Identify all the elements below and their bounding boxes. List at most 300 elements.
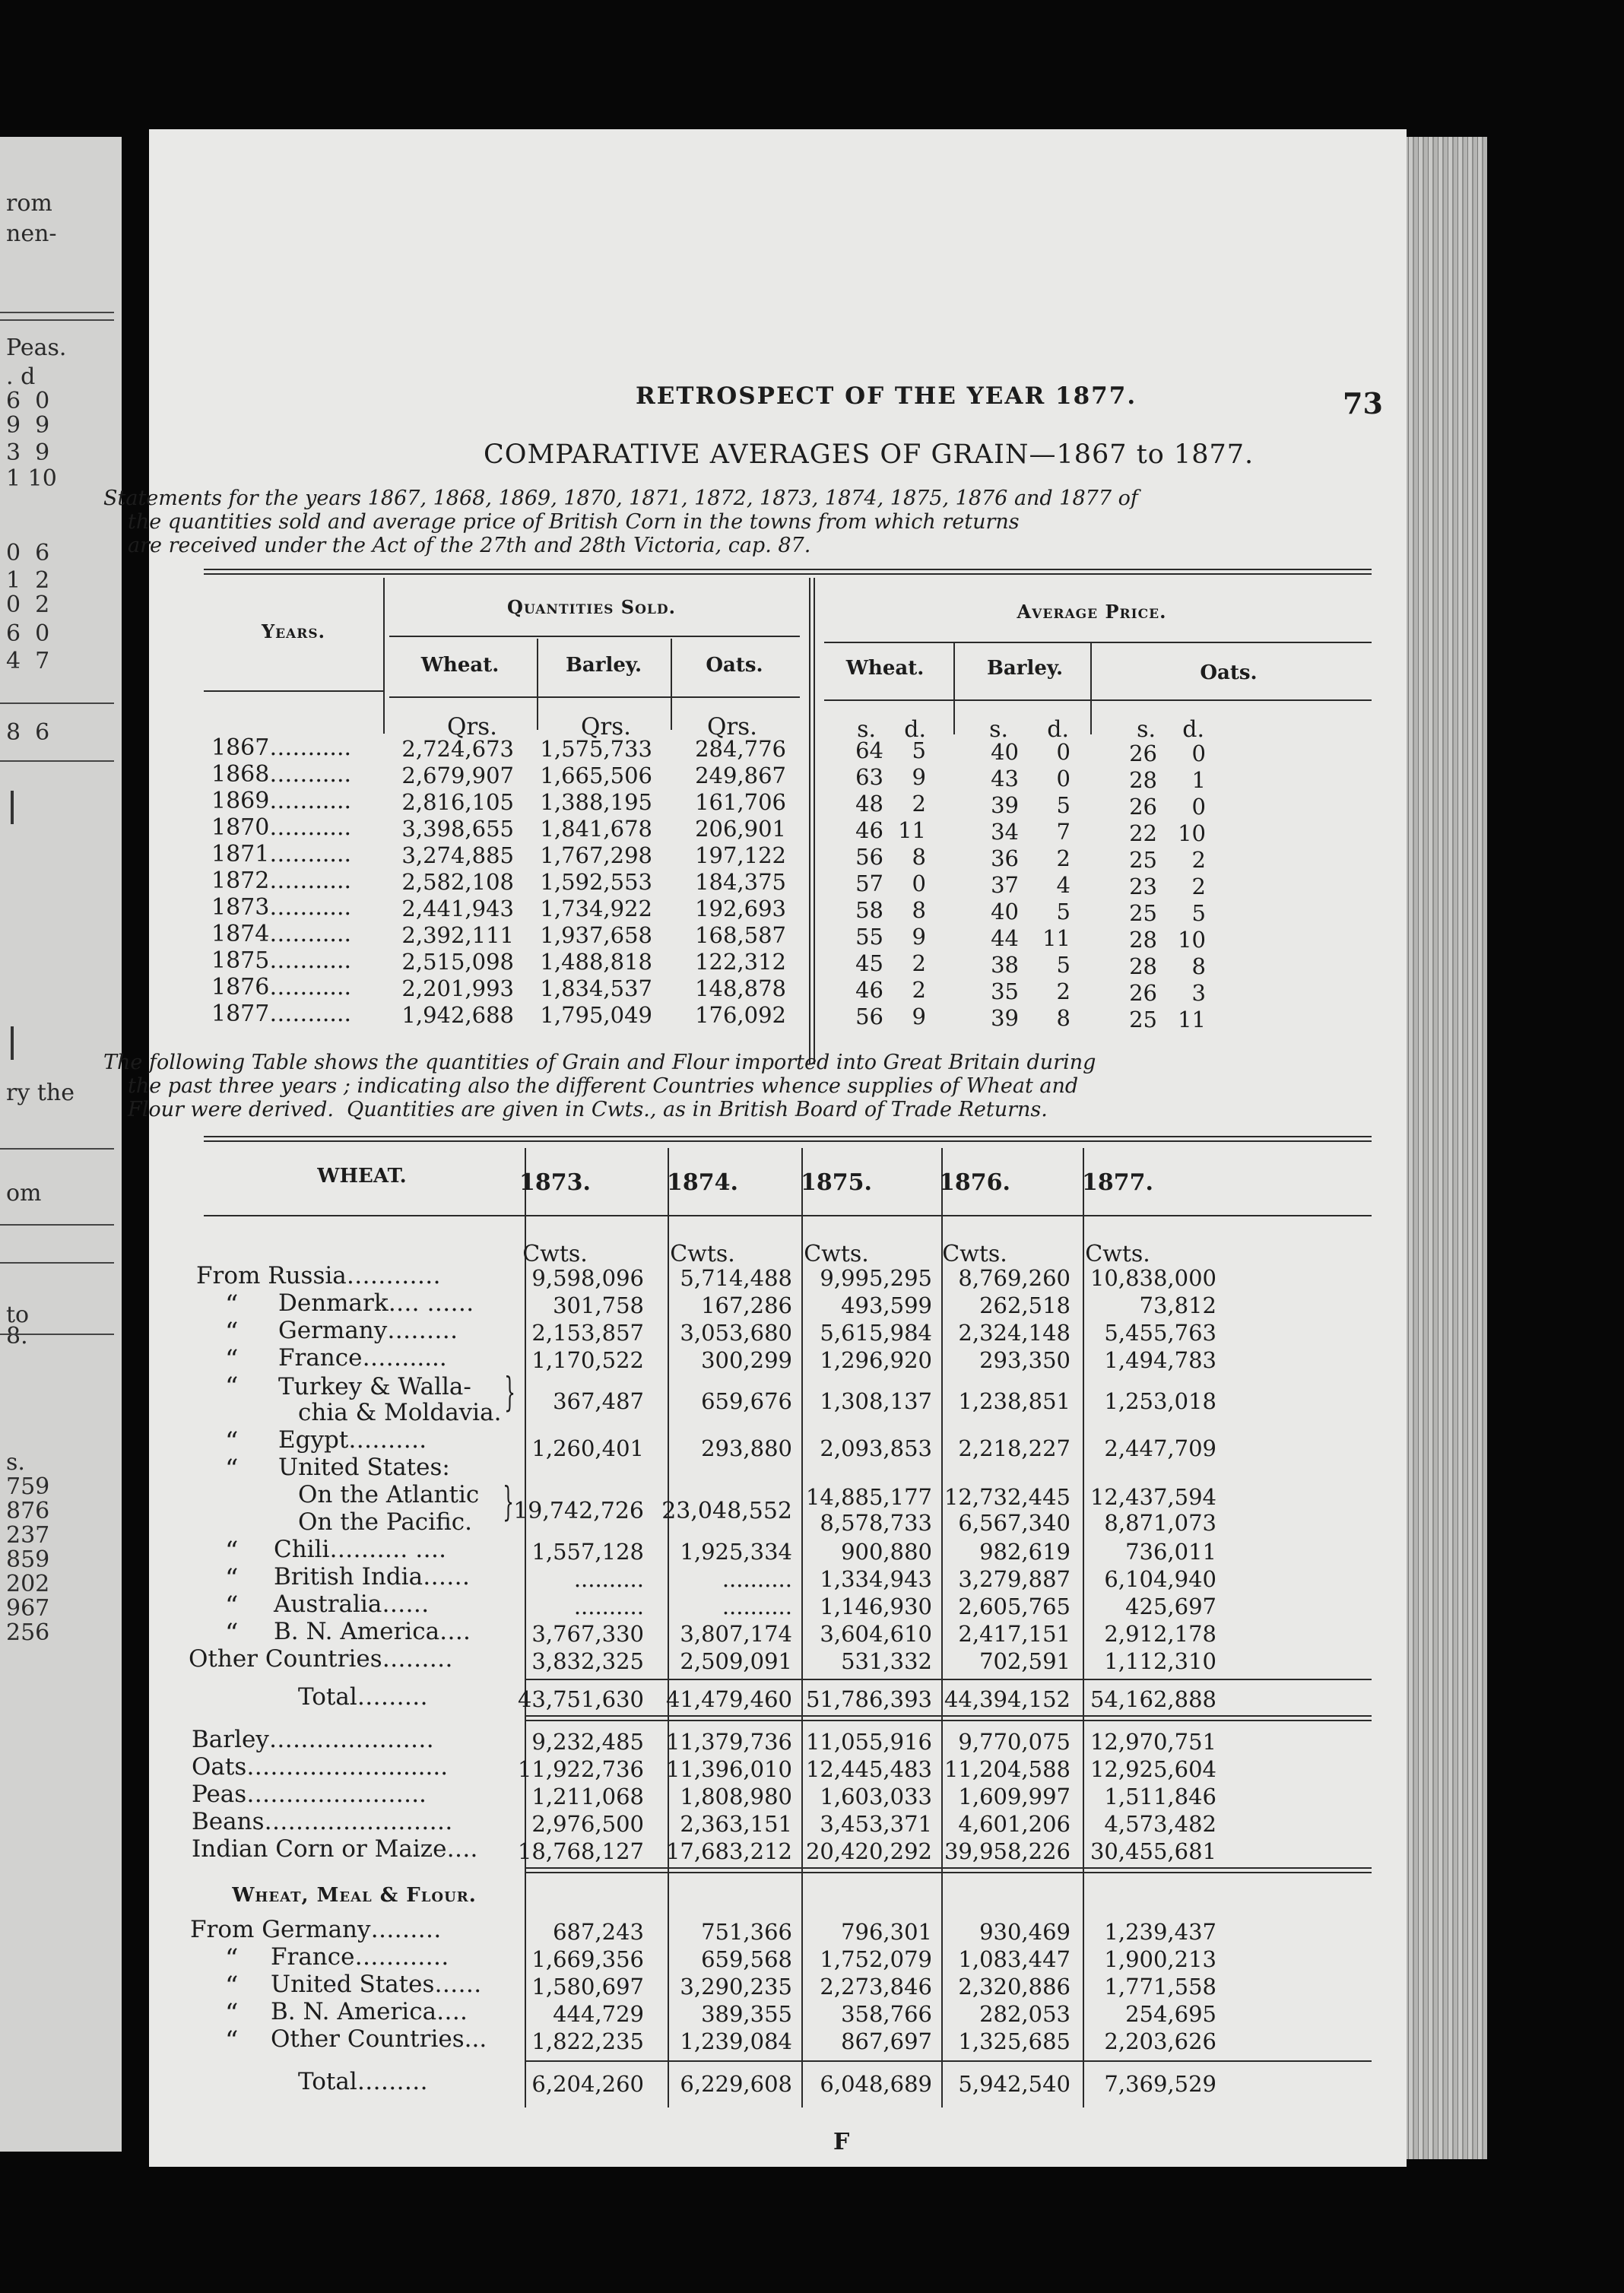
oats-qty: 284,776 bbox=[695, 736, 786, 762]
oats-qty: 176,092 bbox=[695, 1002, 786, 1028]
column-header: Oats. bbox=[1200, 661, 1258, 684]
rule bbox=[525, 1872, 1372, 1873]
unit-qrs: Qrs. bbox=[447, 713, 497, 741]
year-label: 1875……..... bbox=[211, 947, 352, 974]
wheat-d: 2 bbox=[912, 791, 926, 817]
total-label: Total……… bbox=[298, 2068, 428, 2095]
value-cell: 12,437,594 bbox=[1090, 1484, 1216, 1510]
row-label: Other Countries……… bbox=[189, 1645, 453, 1673]
value-cell: 2,417,151 bbox=[958, 1621, 1071, 1647]
value-cell: 796,301 bbox=[841, 1919, 932, 1945]
rule bbox=[204, 573, 1372, 575]
column-header: Wheat. bbox=[845, 657, 925, 680]
oats-s: 26 bbox=[1129, 741, 1157, 766]
wheat-d: 9 bbox=[912, 924, 926, 950]
row-label: British India…… bbox=[274, 1563, 471, 1591]
value-cell: 300,299 bbox=[701, 1347, 792, 1373]
left-page-text: s. bbox=[6, 1449, 25, 1476]
oats-qty: 161,706 bbox=[695, 789, 786, 815]
value-cell: 1,239,084 bbox=[680, 2028, 792, 2054]
value-cell: 2,093,853 bbox=[820, 1435, 932, 1461]
barley-d: 5 bbox=[1056, 899, 1071, 924]
value-cell: 6,204,260 bbox=[531, 2071, 644, 2097]
value-cell: 11,922,736 bbox=[517, 1756, 644, 1782]
row-label: From Germany……… bbox=[190, 1916, 442, 1943]
value-cell: 9,598,096 bbox=[531, 1265, 644, 1291]
wheat-qty: 2,816,105 bbox=[401, 789, 514, 815]
oats-qty: 122,312 bbox=[695, 949, 786, 975]
ditto-mark: “ bbox=[225, 1426, 239, 1457]
row-label: B. N. America…. bbox=[271, 1998, 468, 2025]
oats-d: 8 bbox=[1191, 953, 1206, 979]
barley-s: 40 bbox=[991, 899, 1019, 924]
wheat-header: WHEAT. bbox=[317, 1165, 407, 1188]
rule bbox=[814, 578, 815, 1064]
row-label: France……..... bbox=[278, 1344, 447, 1372]
ditto-mark: “ bbox=[225, 1998, 239, 2028]
wheat-d: 8 bbox=[912, 844, 926, 870]
row-label: United States: bbox=[278, 1454, 450, 1481]
ditto-mark: “ bbox=[225, 1372, 239, 1402]
barley-s: 38 bbox=[991, 952, 1019, 978]
year-header: 1876. bbox=[939, 1169, 1010, 1196]
unit-qrs: Qrs. bbox=[581, 713, 631, 741]
year-label: 1868……..... bbox=[211, 761, 352, 788]
value-cell: 5,714,488 bbox=[680, 1265, 792, 1291]
rule bbox=[1090, 643, 1092, 734]
ditto-mark: “ bbox=[225, 1971, 239, 2001]
value-cell: 1,603,033 bbox=[820, 1784, 932, 1809]
value-cell: 1,238,851 bbox=[958, 1388, 1071, 1414]
wheat-s: 48 bbox=[855, 791, 883, 817]
running-head: RETROSPECT OF THE YEAR 1877. bbox=[636, 382, 1137, 410]
value-cell: 1,669,356 bbox=[531, 1946, 644, 1972]
column-header: Barley. bbox=[986, 657, 1064, 680]
book-page bbox=[103, 129, 1407, 2167]
rule bbox=[0, 1334, 114, 1335]
value-cell: 4,601,206 bbox=[958, 1811, 1071, 1837]
value-cell: 1,112,310 bbox=[1104, 1648, 1216, 1674]
oats-s: 23 bbox=[1129, 874, 1157, 899]
quantities-sold-header: Quantities Sold. bbox=[507, 596, 676, 618]
value-cell: 6,048,689 bbox=[820, 2071, 932, 2097]
value-cell: 2,218,227 bbox=[958, 1435, 1071, 1461]
value-cell: 12,445,483 bbox=[805, 1756, 932, 1782]
value-cell: 425,697 bbox=[1125, 1594, 1216, 1619]
left-page-text: 1 10 bbox=[6, 465, 57, 492]
wheat-d: 0 bbox=[912, 871, 926, 896]
value-cell: 2,203,626 bbox=[1104, 2028, 1216, 2054]
oats-d: 10 bbox=[1178, 927, 1206, 953]
rule bbox=[941, 1148, 943, 2107]
value-cell: 1,822,235 bbox=[531, 2028, 644, 2054]
barley-s: 39 bbox=[991, 1005, 1019, 1031]
barley-qty: 1,388,195 bbox=[540, 789, 652, 815]
value-cell: 293,880 bbox=[701, 1435, 792, 1461]
value-cell: 2,509,091 bbox=[680, 1648, 792, 1674]
barley-s: 35 bbox=[991, 978, 1019, 1004]
value-cell: 8,871,073 bbox=[1104, 1510, 1216, 1536]
wheat-s: 45 bbox=[855, 950, 883, 976]
rule bbox=[383, 578, 385, 734]
left-page-text: 967 bbox=[6, 1595, 50, 1622]
left-page-text: 859 bbox=[6, 1546, 50, 1573]
total-label: Total……… bbox=[298, 1683, 428, 1711]
value-cell: 2,363,151 bbox=[680, 1811, 792, 1837]
rule bbox=[809, 578, 810, 1064]
value-cell: 3,832,325 bbox=[531, 1648, 644, 1674]
barley-d: 8 bbox=[1056, 1005, 1071, 1031]
rule bbox=[389, 636, 800, 637]
barley-d: 11 bbox=[1042, 925, 1071, 951]
ditto-mark: “ bbox=[225, 1536, 239, 1566]
left-page-text: . d bbox=[6, 363, 36, 390]
left-page-text: nen- bbox=[6, 220, 57, 247]
oats-s: 26 bbox=[1129, 980, 1157, 1006]
value-cell: 367,487 bbox=[553, 1388, 644, 1414]
rule bbox=[0, 760, 114, 762]
barley-s: 40 bbox=[991, 739, 1019, 765]
wheat-d: 5 bbox=[912, 737, 926, 763]
year-label: 1877……..... bbox=[211, 1001, 352, 1027]
unit-s: s. bbox=[857, 716, 876, 743]
wheat-s: 46 bbox=[855, 817, 883, 843]
rule bbox=[204, 1136, 1372, 1137]
value-cell: 167,286 bbox=[701, 1292, 792, 1318]
value-cell: 5,615,984 bbox=[820, 1320, 932, 1346]
value-cell: 358,766 bbox=[841, 2001, 932, 2027]
value-cell: 900,880 bbox=[841, 1539, 932, 1565]
value-cell: 1,771,558 bbox=[1104, 1974, 1216, 2000]
value-cell: 2,976,500 bbox=[531, 1811, 644, 1837]
rule bbox=[204, 1215, 1372, 1216]
unit-cwts: Cwts. bbox=[522, 1241, 588, 1267]
left-page-text: 876 bbox=[6, 1498, 50, 1524]
value-cell: 11,396,010 bbox=[665, 1756, 792, 1782]
row-label: Oats………………........ bbox=[192, 1753, 449, 1781]
value-cell: 1,557,128 bbox=[531, 1539, 644, 1565]
rule bbox=[668, 1148, 669, 2107]
brace-mark: } bbox=[503, 1480, 514, 1525]
value-cell: 3,279,887 bbox=[958, 1566, 1071, 1592]
year-label: 1876……..... bbox=[211, 974, 352, 1001]
oats-d: 0 bbox=[1191, 794, 1206, 820]
value-cell: 3,453,371 bbox=[820, 1811, 932, 1837]
rule bbox=[0, 1224, 114, 1226]
barley-s: 37 bbox=[991, 872, 1019, 898]
row-label: Egypt………. bbox=[278, 1426, 427, 1454]
value-cell: 11,055,916 bbox=[805, 1729, 932, 1755]
rule bbox=[0, 319, 114, 321]
value-cell: 262,518 bbox=[979, 1292, 1071, 1318]
oats-s: 28 bbox=[1129, 953, 1157, 979]
value-cell: 3,053,680 bbox=[680, 1320, 792, 1346]
value-cell: 6,104,940 bbox=[1104, 1566, 1216, 1592]
unit-d: d. bbox=[904, 716, 926, 743]
barley-s: 39 bbox=[991, 792, 1019, 818]
rule bbox=[953, 643, 955, 734]
row-label: B. N. America…. bbox=[274, 1618, 471, 1645]
value-cell: 687,243 bbox=[553, 1919, 644, 1945]
row-label: France………… bbox=[271, 1943, 449, 1971]
wheat-s: 58 bbox=[855, 897, 883, 923]
wheat-qty: 2,724,673 bbox=[401, 736, 514, 762]
wheat-s: 46 bbox=[855, 977, 883, 1003]
value-cell: 1,334,943 bbox=[820, 1566, 932, 1592]
value-cell: 3,807,174 bbox=[680, 1621, 792, 1647]
row-label: From Russia………… bbox=[196, 1262, 441, 1289]
wheat-s: 56 bbox=[855, 1004, 883, 1029]
value-cell: 20,420,292 bbox=[805, 1838, 932, 1864]
year-label: 1870……..... bbox=[211, 814, 352, 841]
row-label: Denmark…. …… bbox=[278, 1289, 474, 1317]
rule bbox=[525, 2060, 1372, 2062]
ditto-mark: “ bbox=[225, 1943, 239, 1974]
value-cell: 1,925,334 bbox=[680, 1539, 792, 1565]
value-cell: 54,162,888 bbox=[1090, 1686, 1216, 1712]
year-label: 1872……..... bbox=[211, 867, 352, 894]
average-price-header: Average Price. bbox=[1017, 601, 1167, 623]
oats-d: 2 bbox=[1191, 874, 1206, 899]
left-page-text: 3 9 bbox=[6, 439, 50, 466]
value-cell: 867,697 bbox=[841, 2028, 932, 2054]
row-label: Barley………………… bbox=[192, 1726, 434, 1753]
value-cell: 1,296,920 bbox=[820, 1347, 932, 1373]
oats-d: 1 bbox=[1191, 767, 1206, 793]
wheat-qty: 3,274,885 bbox=[401, 842, 514, 868]
page-edges bbox=[1399, 137, 1487, 2159]
rule bbox=[0, 1148, 114, 1150]
value-cell: 3,767,330 bbox=[531, 1621, 644, 1647]
value-cell: .......... bbox=[722, 1594, 792, 1619]
value-cell: 5,455,763 bbox=[1104, 1320, 1216, 1346]
value-cell: 1,308,137 bbox=[820, 1388, 932, 1414]
oats-qty: 148,878 bbox=[695, 975, 786, 1001]
year-label: 1873……..... bbox=[211, 894, 352, 921]
rule bbox=[525, 1867, 1372, 1869]
ditto-mark: “ bbox=[225, 1454, 239, 1484]
unit-cwts: Cwts. bbox=[942, 1241, 1007, 1267]
value-cell: 7,369,529 bbox=[1104, 2071, 1216, 2097]
barley-d: 4 bbox=[1056, 872, 1071, 898]
value-cell: 2,153,857 bbox=[531, 1320, 644, 1346]
value-cell: 1,325,685 bbox=[958, 2028, 1071, 2054]
oats-d: 11 bbox=[1178, 1007, 1206, 1032]
unit-cwts: Cwts. bbox=[670, 1241, 735, 1267]
barley-qty: 1,834,537 bbox=[540, 975, 652, 1001]
value-cell: 2,605,765 bbox=[958, 1594, 1071, 1619]
left-page-text: om bbox=[6, 1180, 42, 1207]
wheat-s: 56 bbox=[855, 844, 883, 870]
value-cell: 51,786,393 bbox=[805, 1686, 932, 1712]
oats-s: 22 bbox=[1129, 820, 1157, 846]
value-cell: 702,591 bbox=[979, 1648, 1071, 1674]
rule bbox=[537, 639, 538, 730]
row-label: Chili………. …. bbox=[274, 1536, 446, 1563]
value-cell: 23,048,552 bbox=[661, 1498, 792, 1524]
oats-s: 25 bbox=[1129, 900, 1157, 926]
oats-qty: 192,693 bbox=[695, 896, 786, 921]
barley-s: 34 bbox=[991, 819, 1019, 845]
wheat-d: 9 bbox=[912, 764, 926, 790]
value-cell: 18,768,127 bbox=[517, 1838, 644, 1864]
intro-line: the past three years ; indicating also the different Countries whence supplies of Wheat and bbox=[128, 1074, 1079, 1098]
left-page-text: 8 6 bbox=[6, 719, 50, 746]
rule bbox=[0, 312, 114, 313]
value-cell: 39,958,226 bbox=[944, 1838, 1071, 1864]
rule bbox=[204, 690, 383, 692]
row-label: Peas………………….. bbox=[192, 1781, 427, 1808]
value-cell: 6,229,608 bbox=[680, 2071, 792, 2097]
row-label: Other Countries... bbox=[271, 2025, 487, 2053]
wheat-qty: 2,679,907 bbox=[401, 763, 514, 788]
value-cell: 531,332 bbox=[841, 1648, 932, 1674]
barley-d: 2 bbox=[1056, 845, 1071, 871]
wheat-qty: 2,582,108 bbox=[401, 869, 514, 895]
row-label: Germany……… bbox=[278, 1317, 458, 1344]
value-cell: 389,355 bbox=[701, 2001, 792, 2027]
value-cell: 751,366 bbox=[701, 1919, 792, 1945]
intro-line: Flour were derived. Quantities are given in Cwts., as in British Board of Trade Returns. bbox=[128, 1098, 1048, 1121]
value-cell: 9,770,075 bbox=[958, 1729, 1071, 1755]
oats-s: 25 bbox=[1129, 847, 1157, 873]
oats-qty: 249,867 bbox=[695, 763, 786, 788]
value-cell: 11,204,588 bbox=[944, 1756, 1071, 1782]
value-cell: 1,511,846 bbox=[1104, 1784, 1216, 1809]
left-page-text: 256 bbox=[6, 1619, 50, 1646]
value-cell: 9,995,295 bbox=[820, 1265, 932, 1291]
column-header: Barley. bbox=[565, 654, 642, 677]
intro-line: the quantities sold and average price of British Corn in the towns from which returns bbox=[128, 510, 1020, 534]
wheat-qty: 2,392,111 bbox=[401, 922, 514, 948]
left-page-text: 8. bbox=[6, 1323, 28, 1349]
value-cell: .......... bbox=[573, 1594, 644, 1619]
row-label: Australia…… bbox=[274, 1591, 430, 1618]
barley-qty: 1,592,553 bbox=[540, 869, 652, 895]
barley-qty: 1,795,049 bbox=[540, 1002, 652, 1028]
value-cell: 1,494,783 bbox=[1104, 1347, 1216, 1373]
barley-qty: 1,575,733 bbox=[540, 736, 652, 762]
barley-d: 2 bbox=[1056, 978, 1071, 1004]
value-cell: 5,942,540 bbox=[958, 2071, 1071, 2097]
barley-d: 7 bbox=[1056, 819, 1071, 845]
value-cell: 41,479,460 bbox=[665, 1686, 792, 1712]
barley-qty: 1,734,922 bbox=[540, 896, 652, 921]
unit-qrs: Qrs. bbox=[707, 713, 757, 741]
value-cell: 6,567,340 bbox=[958, 1510, 1071, 1536]
value-cell: 12,925,604 bbox=[1090, 1756, 1216, 1782]
wheat-qty: 1,942,688 bbox=[401, 1002, 514, 1028]
value-cell: 659,676 bbox=[701, 1388, 792, 1414]
wheat-s: 55 bbox=[855, 924, 883, 950]
rule bbox=[824, 699, 1372, 701]
column-header: Oats. bbox=[706, 654, 763, 677]
years-header: Years. bbox=[261, 620, 326, 642]
year-label: 1874……..... bbox=[211, 921, 352, 947]
intro-line: The following Table shows the quantities of Grain and Flour imported into Great Britain during bbox=[103, 1051, 1096, 1074]
barley-qty: 1,488,818 bbox=[540, 949, 652, 975]
value-cell: 2,320,886 bbox=[958, 1974, 1071, 2000]
left-page-text: 1 2 bbox=[6, 567, 50, 594]
ditto-mark: “ bbox=[225, 1289, 239, 1320]
wheat-qty: 2,441,943 bbox=[401, 896, 514, 921]
barley-d: 0 bbox=[1056, 739, 1071, 765]
unit-s: s. bbox=[989, 716, 1008, 743]
wheat-d: 2 bbox=[912, 977, 926, 1003]
value-cell: 43,751,630 bbox=[517, 1686, 644, 1712]
rule bbox=[671, 639, 672, 730]
unit-s: s. bbox=[1137, 716, 1156, 743]
value-cell: 1,170,522 bbox=[531, 1347, 644, 1373]
barley-d: 0 bbox=[1056, 766, 1071, 791]
oats-qty: 184,375 bbox=[695, 869, 786, 895]
value-cell: 444,729 bbox=[553, 2001, 644, 2027]
value-cell: 2,912,178 bbox=[1104, 1621, 1216, 1647]
column-header: Wheat. bbox=[420, 654, 500, 677]
oats-s: 26 bbox=[1129, 794, 1157, 820]
year-label: 1871……..... bbox=[211, 841, 352, 867]
value-cell: 1,580,697 bbox=[531, 1974, 644, 2000]
value-cell: 3,604,610 bbox=[820, 1621, 932, 1647]
value-cell: 301,758 bbox=[553, 1292, 644, 1318]
rule bbox=[204, 1140, 1372, 1142]
year-header: 1877. bbox=[1082, 1169, 1153, 1196]
rule bbox=[0, 702, 114, 704]
page-number: 73 bbox=[1343, 386, 1383, 420]
barley-d: 5 bbox=[1056, 792, 1071, 818]
oats-d: 10 bbox=[1178, 820, 1206, 846]
rule bbox=[11, 1026, 14, 1060]
value-cell: 1,260,401 bbox=[531, 1435, 644, 1461]
value-cell: 3,290,235 bbox=[680, 1974, 792, 2000]
left-page-text: 237 bbox=[6, 1522, 50, 1549]
value-cell: 1,211,068 bbox=[531, 1784, 644, 1809]
rule bbox=[525, 1715, 1372, 1717]
oats-s: 28 bbox=[1129, 927, 1157, 953]
value-cell: 44,394,152 bbox=[944, 1686, 1071, 1712]
wheat-qty: 2,515,098 bbox=[401, 949, 514, 975]
oats-d: 5 bbox=[1191, 900, 1206, 926]
value-cell: 17,683,212 bbox=[665, 1838, 792, 1864]
rule bbox=[525, 1148, 526, 2107]
value-cell: 2,447,709 bbox=[1104, 1435, 1216, 1461]
unit-cwts: Cwts. bbox=[1085, 1241, 1150, 1267]
ditto-mark: “ bbox=[225, 2025, 239, 2056]
wheat-s: 57 bbox=[855, 871, 883, 896]
barley-s: 43 bbox=[991, 766, 1019, 791]
wheat-d: 8 bbox=[912, 897, 926, 923]
ditto-mark: “ bbox=[225, 1591, 239, 1621]
rule bbox=[11, 791, 14, 824]
barley-qty: 1,665,506 bbox=[540, 763, 652, 788]
intro-line: Statements for the years 1867, 1868, 1869, 1870, 1871, 1872, 1873, 1874, 1875, 1876 and 1877 of bbox=[103, 487, 1138, 510]
value-cell: 8,578,733 bbox=[820, 1510, 932, 1536]
year-header: 1874. bbox=[667, 1169, 738, 1196]
left-page-text: 0 2 bbox=[6, 591, 50, 618]
value-cell: 11,379,736 bbox=[665, 1729, 792, 1755]
left-page-text: ry the bbox=[6, 1080, 75, 1106]
left-page-text: 9 9 bbox=[6, 412, 50, 439]
left-page-text: Peas. bbox=[6, 335, 67, 361]
year-header: 1873. bbox=[519, 1169, 591, 1196]
value-cell: 73,812 bbox=[1139, 1292, 1216, 1318]
barley-qty: 1,767,298 bbox=[540, 842, 652, 868]
year-header: 1875. bbox=[801, 1169, 872, 1196]
barley-s: 44 bbox=[991, 925, 1019, 951]
value-cell: 2,324,148 bbox=[958, 1320, 1071, 1346]
page-title: COMPARATIVE AVERAGES OF GRAIN—1867 to 1877. bbox=[484, 439, 1254, 470]
value-cell: 10,838,000 bbox=[1090, 1265, 1216, 1291]
